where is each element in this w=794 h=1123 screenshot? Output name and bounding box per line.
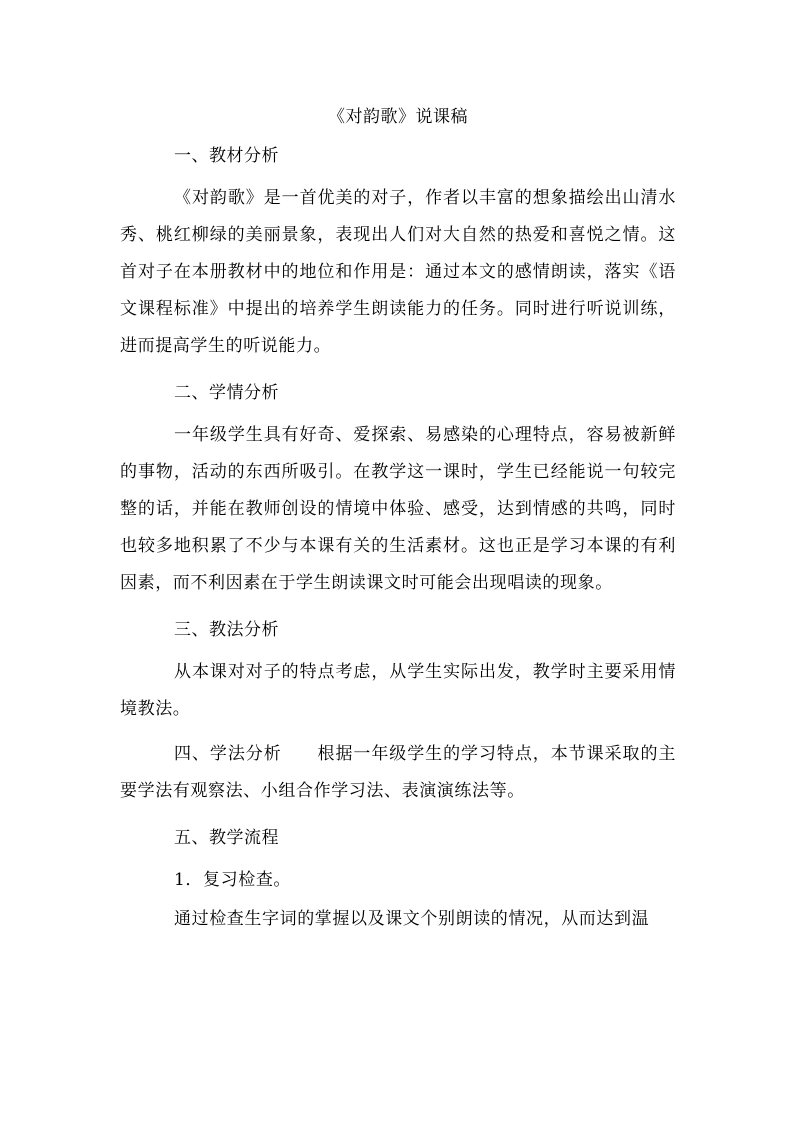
step-review-check: 1．复习检查。: [174, 870, 292, 890]
section-heading-teaching-method: 三、教法分析: [174, 620, 279, 640]
section-heading-teaching-process: 五、教学流程: [174, 828, 279, 848]
paragraph-teaching-method: 从本课对对子的特点考虑，从学生实际出发，教学时主要采用情境教法。: [120, 662, 676, 719]
section-heading-textbook-analysis: 一、教材分析: [174, 146, 279, 166]
paragraph-learner-analysis: 一年级学生具有好奇、爱探索、易感染的心理特点，容易被新鲜的事物，活动的东西所吸引。在教学这一课时，学生已经能说一句较完整的话，并能在教师创设的情境中体验、感受，达到情感的共鸣，同时也较多地积累了不少与本课有关的生活素材。这也正是学习本课的有利因素，而不利因素在于学生朗读课文时可能会出现唱读的现象。: [120, 425, 676, 593]
section-heading-learner-analysis: 二、学情分析: [174, 383, 279, 403]
document-page: [120, 100, 676, 938]
paragraph-learning-method: 四、学法分析 根据一年级学生的学习特点，本节课采取的主要学法有观察法、小组合作学习法、表演演练法等。: [120, 744, 676, 801]
paragraph-review-check: 通过检查生字词的掌握以及课文个别朗读的情况，从而达到温: [174, 909, 650, 929]
paragraph-textbook-analysis: 《对韵歌》是一首优美的对子，作者以丰富的想象描绘出山清水秀、桃红柳绿的美丽景象，表现出人们对大自然的热爱和喜悦之情。这首对子在本册教材中的地位和作用是：通过本文的感情朗读，落实《语文课程标准》中提出的培养学生朗读能力的任务。同时进行听说训练，进而提高学生的听说能力。: [120, 188, 676, 356]
document-title: 《对韵歌》说课稿: [328, 107, 468, 127]
